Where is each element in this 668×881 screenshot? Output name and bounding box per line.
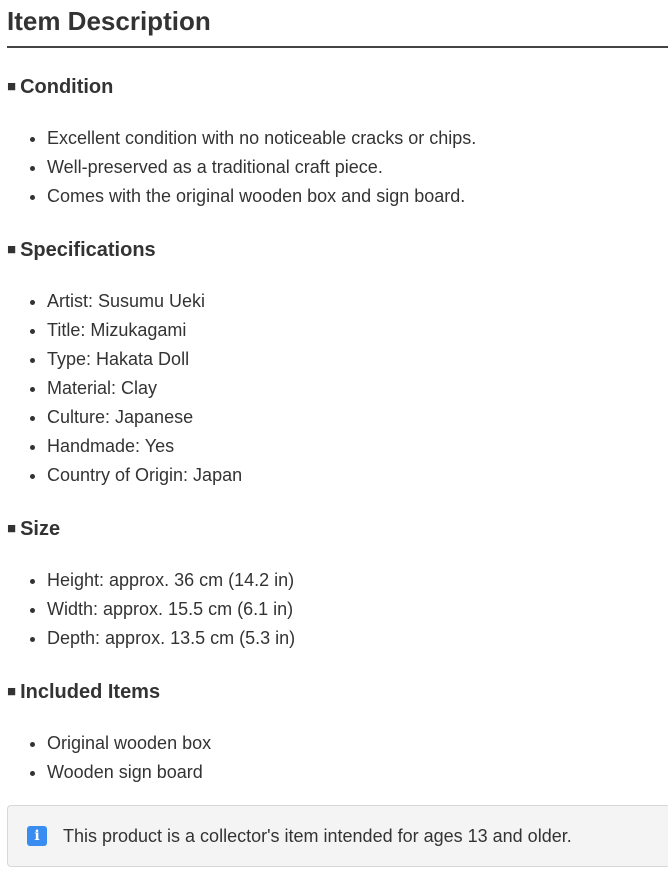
list-item: • Culture: Japanese	[47, 403, 668, 432]
section-heading-label: Condition	[20, 76, 114, 99]
list-item: • Type: Hakata Doll	[47, 345, 668, 374]
info-icon: i	[27, 826, 47, 846]
specifications-list	[7, 287, 668, 490]
section-heading-included-items	[7, 679, 668, 705]
section-heading-label: Size	[20, 518, 61, 541]
heading-marker: ■	[7, 520, 17, 538]
heading-marker: ■	[7, 78, 17, 96]
condition-list	[7, 124, 668, 211]
page-title: Item Description	[7, 6, 668, 48]
list-item: • Excellent condition with no noticeable cracks or chips.	[47, 124, 668, 153]
list-item: • Comes with the original wooden box and sign board.	[47, 182, 668, 211]
list-item: • Artist: Susumu Ueki	[47, 287, 668, 316]
list-item: • Material: Clay	[47, 374, 668, 403]
list-item: • Well-preserved as a traditional craft piece.	[47, 153, 668, 182]
section-heading-condition	[7, 74, 668, 100]
list-item: • Height: approx. 36 cm (14.2 in)	[47, 566, 668, 595]
list-item: • Width: approx. 15.5 cm (6.1 in)	[47, 595, 668, 624]
list-item: • Title: Mizukagami	[47, 316, 668, 345]
list-item: • Wooden sign board	[47, 758, 668, 787]
section-heading-label: Included Items	[20, 681, 161, 704]
included-items-list	[7, 729, 668, 787]
list-item: • Handmade: Yes	[47, 432, 668, 461]
notice-text: This product is a collector's item intended for ages 13 and older.	[63, 825, 572, 846]
section-heading-label: Specifications	[20, 239, 156, 262]
section-heading-specifications	[7, 237, 668, 263]
list-item: • Original wooden box	[47, 729, 668, 758]
heading-marker: ■	[7, 683, 17, 701]
heading-marker: ■	[7, 241, 17, 259]
list-item: • Country of Origin: Japan	[47, 461, 668, 490]
age-notice-box	[7, 805, 668, 867]
section-heading-size	[7, 516, 668, 542]
list-item: • Depth: approx. 13.5 cm (5.3 in)	[47, 624, 668, 653]
size-list	[7, 566, 668, 653]
